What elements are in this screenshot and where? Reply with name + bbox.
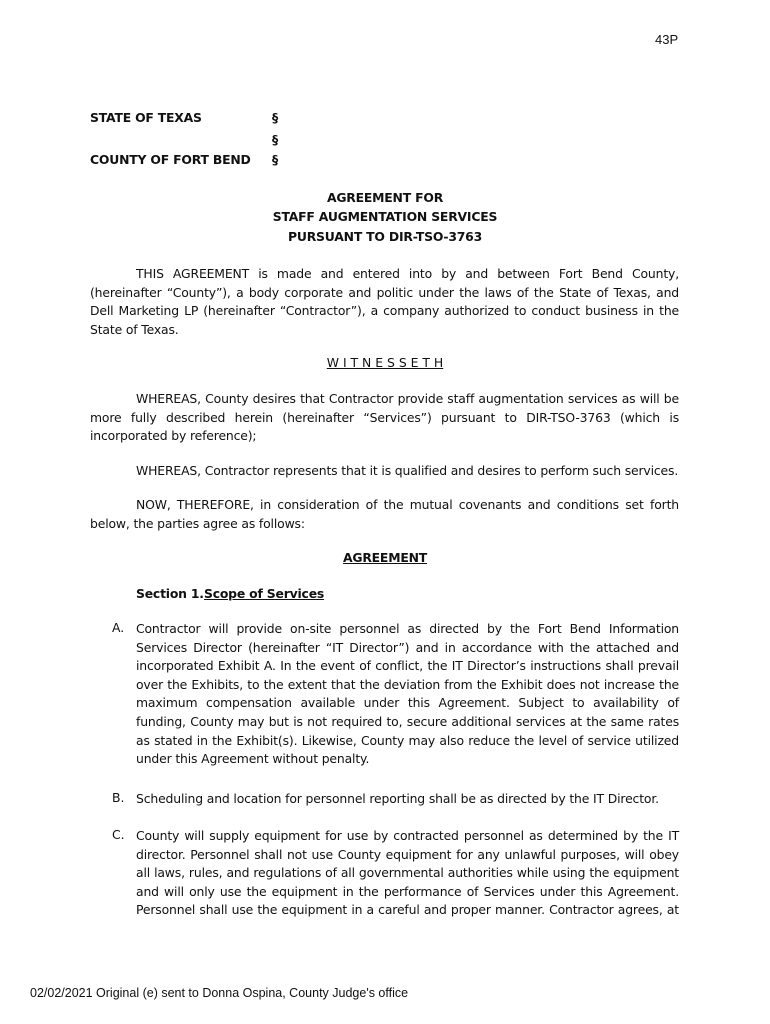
agreement-heading: AGREEMENT [342, 550, 428, 565]
item-a-line: maximum compensation available under this Agreement. Subject to availability of [136, 695, 679, 711]
item-c-line: Personnel shall use the equipment in a careful and proper manner. Contractor agrees, at [136, 902, 679, 918]
caption-section-mark-1: § [272, 110, 278, 125]
intro-line: Dell Marketing LP (hereinafter “Contractor”), a company authorized to conduct business in the [90, 303, 679, 319]
item-b-marker: B. [112, 790, 125, 805]
caption-state: STATE OF TEXAS [90, 110, 202, 125]
caption-county: COUNTY OF FORT BEND [90, 152, 251, 167]
whereas1-line: incorporated by reference); [90, 428, 257, 444]
item-a-line: Services Director (hereinafter “IT Director”) and in accordance with the attached and [136, 639, 679, 655]
item-a-line: as stated in the Exhibit(s). Likewise, County may also reduce the level of service utilized [136, 732, 679, 748]
page-number: 43P [655, 32, 679, 47]
section-1-title: Scope of Services [204, 586, 325, 601]
item-a-line: Contractor will provide on-site personnel as directed by the Fort Bend Information [136, 621, 679, 636]
whereas1-line: more fully described herein (hereinafter “Services”) pursuant to DIR-TSO-3763 (which is [90, 409, 679, 425]
item-a-line: funding, County may but is not required to, secure additional services at the same rates [136, 713, 679, 729]
caption-section-mark-2: § [272, 132, 278, 147]
item-c-marker: C. [112, 827, 125, 842]
item-b-line: Scheduling and location for personnel reporting shall be as directed by the IT Director. [136, 791, 659, 806]
item-c-line: County will supply equipment for use by contracted personnel as determined by the IT [136, 828, 679, 843]
item-c-line: and will only use the equipment in the performance of Services under this Agreement. [136, 883, 679, 899]
item-a-line: incorporated Exhibit A. In the event of conflict, the IT Director’s instructions shall prevail [136, 658, 679, 674]
intro-line: State of Texas. [90, 321, 179, 337]
item-b-paragraph [136, 790, 679, 809]
intro-line: (hereinafter “County”), a body corporate and politic under the laws of the State of Texas, and [90, 284, 679, 300]
item-a-line: under this Agreement without penalty. [136, 751, 370, 767]
section-1-label: Section 1. [136, 586, 204, 601]
now-therefore-line: NOW, THEREFORE, in consideration of the mutual covenants and conditions set forth [136, 497, 679, 512]
intro-paragraph [90, 265, 679, 339]
whereas1-line: WHEREAS, County desires that Contractor provide staff augmentation services as will be [136, 391, 679, 406]
item-c-paragraph [136, 827, 679, 920]
item-a-paragraph [136, 620, 679, 769]
title-line-2: STAFF AUGMENTATION SERVICES [272, 209, 498, 224]
title-line-1: AGREEMENT FOR [326, 190, 444, 205]
title-line-3: PURSUANT TO DIR-TSO-3763 [287, 229, 483, 244]
item-c-line: all laws, rules, and regulations of all governmental authorities while using the equipment [136, 865, 679, 881]
caption-section-mark-3: § [272, 152, 278, 167]
witnesseth-heading: W I T N E S S E T H [326, 355, 444, 370]
item-c-line: director. Personnel shall not use County equipment for any unlawful purposes, will obey [136, 846, 679, 862]
now-therefore-line: below, the parties agree as follows: [90, 515, 305, 531]
item-a-marker: A. [112, 620, 125, 635]
whereas-paragraph-2 [90, 462, 679, 481]
item-a-line: over the Exhibits, to the extent that the deviation from the Exhibit does not increase the [136, 676, 679, 692]
intro-line: THIS AGREEMENT is made and entered into by and between Fort Bend County, [136, 266, 679, 281]
footer-note: 02/02/2021 Original (e) sent to Donna Ospina, County Judge's office [30, 986, 409, 1000]
whereas2-line: WHEREAS, Contractor represents that it is qualified and desires to perform such services. [136, 463, 679, 478]
whereas-paragraph-1 [90, 390, 679, 446]
now-therefore-paragraph [90, 496, 679, 533]
